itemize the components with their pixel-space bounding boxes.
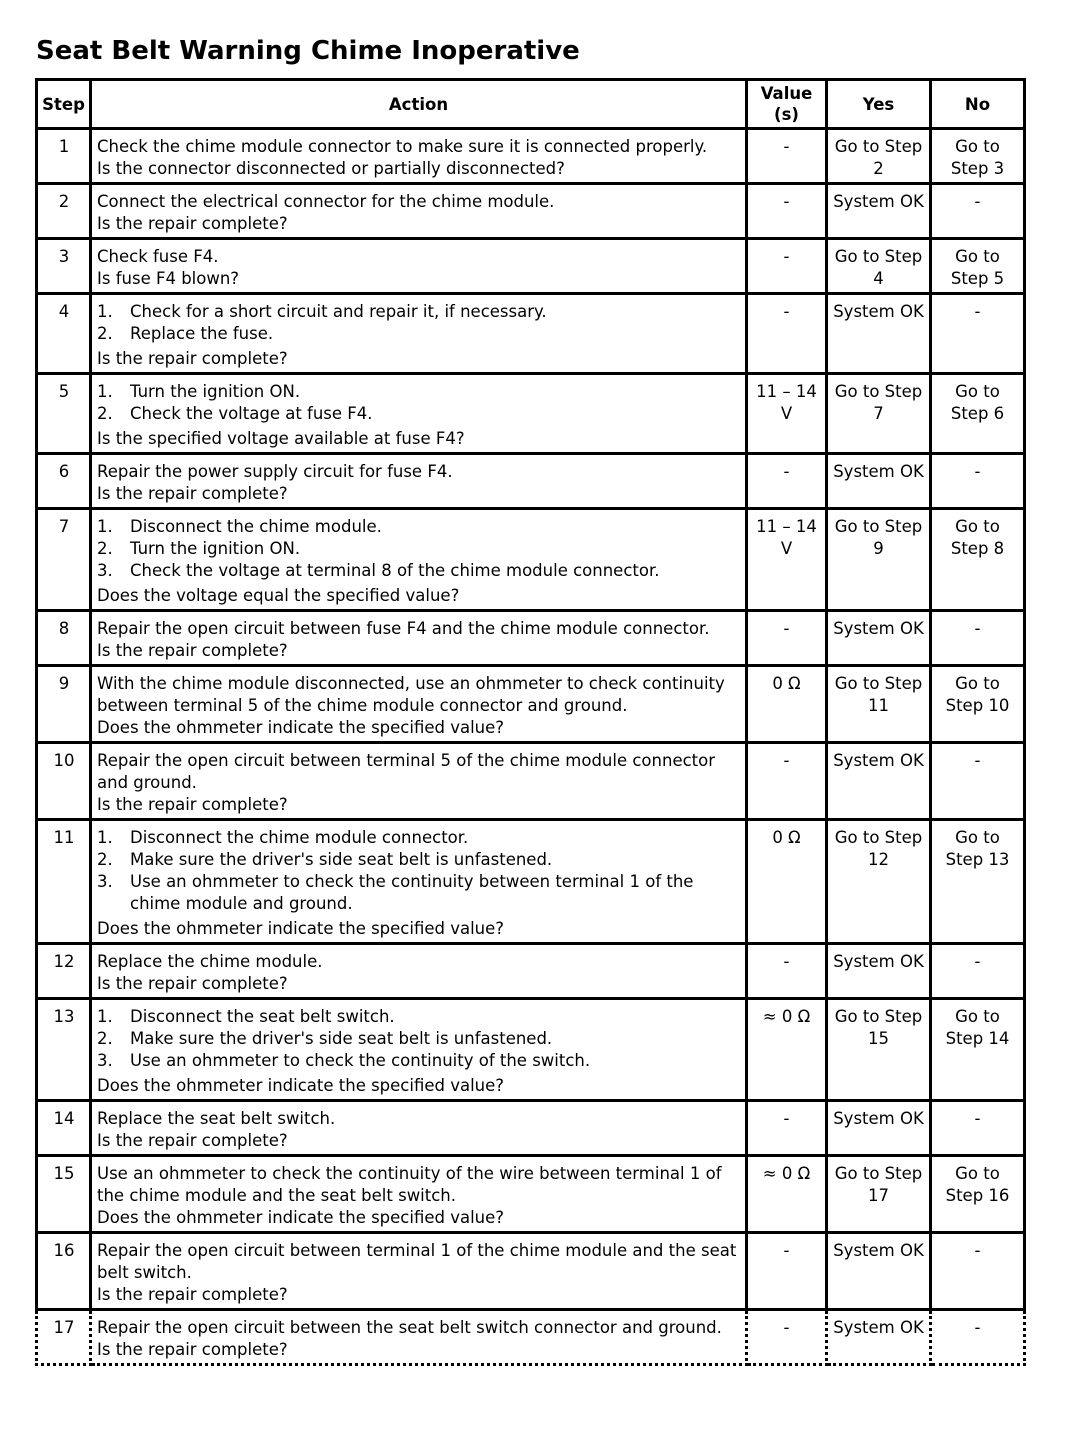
action-text: Repair the open circuit between terminal 5 of the chime module connector and ground. [97,751,716,792]
action-steps-list [97,301,741,345]
step-cell: 10 [37,743,91,820]
action-step [97,538,741,560]
action-step-number: 1. [97,828,113,847]
header-row [37,80,1025,129]
action-cell [91,1310,747,1365]
action-question: Is the repair complete? [97,1340,288,1359]
table-row [37,743,1025,820]
action-step [97,1006,741,1028]
action-question: Is the repair complete? [97,641,288,660]
action-question: Is the repair complete? [97,484,288,503]
no-cell: - [931,294,1025,374]
no-cell: Go to Step 13 [931,820,1025,944]
table-row [37,374,1025,454]
action-cell [91,944,747,999]
action-question: Is the repair complete? [97,214,288,233]
header-yes: Yes [827,80,931,129]
value-cell: - [747,743,827,820]
yes-cell: System OK [827,1233,931,1310]
action-step-text: Disconnect the seat belt switch. [130,1007,395,1026]
action-cell [91,239,747,294]
diagnostic-table [35,78,1026,1366]
action-step-text: Turn the ignition ON. [130,382,301,401]
action-cell [91,454,747,509]
table-row [37,1156,1025,1233]
action-question: Is the connector disconnected or partially disconnected? [97,159,565,178]
action-text: Repair the open circuit between the seat belt switch connector and ground. [97,1318,722,1337]
yes-cell: Go to Step 4 [827,239,931,294]
action-step-text: Use an ohmmeter to check the continuity between terminal 1 of the chime module and ground. [130,872,694,913]
action-step-number: 2. [97,404,113,423]
action-cell [91,1233,747,1310]
no-cell: - [931,944,1025,999]
yes-cell: Go to Step 17 [827,1156,931,1233]
action-step [97,403,741,425]
no-cell: Go to Step 14 [931,999,1025,1101]
action-steps-list [97,381,741,425]
action-step-number: 1. [97,382,113,401]
action-question: Does the ohmmeter indicate the specified value? [97,718,505,737]
value-cell: - [747,611,827,666]
value-cell: - [747,1101,827,1156]
step-cell: 14 [37,1101,91,1156]
step-cell: 12 [37,944,91,999]
no-cell: - [931,611,1025,666]
action-steps-list [97,827,741,915]
yes-cell: System OK [827,294,931,374]
no-cell: Go to Step 8 [931,509,1025,611]
table-row [37,184,1025,239]
step-cell: 3 [37,239,91,294]
action-cell [91,129,747,184]
action-step-number: 2. [97,850,113,869]
action-step-text: Disconnect the chime module connector. [130,828,469,847]
action-question: Does the voltage equal the specified value? [97,586,460,605]
value-cell: ≈ 0 Ω [747,1156,827,1233]
value-cell: 0 Ω [747,666,827,743]
action-question: Does the ohmmeter indicate the specified value? [97,919,505,938]
page-title: Seat Belt Warning Chime Inoperative [36,36,580,66]
action-cell [91,184,747,239]
action-cell [91,1156,747,1233]
table-row [37,1233,1025,1310]
no-cell: - [931,743,1025,820]
yes-cell: Go to Step 7 [827,374,931,454]
action-step-number: 3. [97,872,113,891]
action-question: Is the specified voltage available at fuse F4? [97,429,465,448]
step-cell: 9 [37,666,91,743]
no-cell: Go to Step 16 [931,1156,1025,1233]
action-steps-list [97,1006,741,1072]
step-cell: 6 [37,454,91,509]
action-step-text: Use an ohmmeter to check the continuity of the switch. [130,1051,591,1070]
action-question: Does the ohmmeter indicate the specified value? [97,1076,505,1095]
table-row [37,1101,1025,1156]
value-cell: - [747,294,827,374]
action-cell [91,999,747,1101]
action-cell [91,294,747,374]
step-cell: 16 [37,1233,91,1310]
step-cell: 7 [37,509,91,611]
action-step-text: Check for a short circuit and repair it, if necessary. [130,302,547,321]
header-value: Value (s) [747,80,827,129]
no-cell: Go to Step 3 [931,129,1025,184]
value-cell: - [747,239,827,294]
yes-cell: Go to Step 12 [827,820,931,944]
action-text: With the chime module disconnected, use an ohmmeter to check continuity between terminal 5 of the chime module connector and ground. [97,674,725,715]
action-step [97,301,741,323]
value-cell: 0 Ω [747,820,827,944]
no-cell: - [931,1101,1025,1156]
action-step [97,1050,741,1072]
action-step-text: Check the voltage at terminal 8 of the chime module connector. [130,561,660,580]
action-text: Repair the power supply circuit for fuse F4. [97,462,453,481]
action-question: Is the repair complete? [97,1131,288,1150]
no-cell: - [931,1310,1025,1365]
yes-cell: Go to Step 15 [827,999,931,1101]
action-cell [91,374,747,454]
action-text: Repair the open circuit between terminal 1 of the chime module and the seat belt switch. [97,1241,737,1282]
step-cell: 1 [37,129,91,184]
action-step [97,871,741,915]
action-step [97,827,741,849]
action-cell [91,611,747,666]
action-text: Check fuse F4. [97,247,219,266]
value-cell: - [747,1233,827,1310]
table-row [37,944,1025,999]
table-row [37,129,1025,184]
table-row [37,239,1025,294]
action-step-number: 3. [97,1051,113,1070]
action-question: Does the ohmmeter indicate the specified value? [97,1208,505,1227]
value-cell: - [747,129,827,184]
table-row [37,1310,1025,1365]
action-question: Is the repair complete? [97,795,288,814]
value-cell: - [747,1310,827,1365]
action-step-number: 2. [97,1029,113,1048]
yes-cell: System OK [827,743,931,820]
action-step [97,381,741,403]
yes-cell: System OK [827,611,931,666]
table-row [37,611,1025,666]
step-cell: 5 [37,374,91,454]
no-cell: Go to Step 5 [931,239,1025,294]
table-row [37,820,1025,944]
action-step-number: 3. [97,561,113,580]
value-cell: ≈ 0 Ω [747,999,827,1101]
step-cell: 17 [37,1310,91,1365]
step-cell: 11 [37,820,91,944]
action-question: Is the repair complete? [97,1285,288,1304]
action-text: Replace the chime module. [97,952,323,971]
no-cell: - [931,1233,1025,1310]
action-step-text: Disconnect the chime module. [130,517,382,536]
value-cell: - [747,184,827,239]
action-cell [91,743,747,820]
yes-cell: System OK [827,944,931,999]
action-step [97,1028,741,1050]
table-row [37,454,1025,509]
yes-cell: System OK [827,454,931,509]
action-question: Is fuse F4 blown? [97,269,240,288]
action-step-text: Replace the fuse. [130,324,274,343]
table-row [37,294,1025,374]
no-cell: - [931,454,1025,509]
step-cell: 15 [37,1156,91,1233]
step-cell: 13 [37,999,91,1101]
action-step [97,516,741,538]
action-question: Is the repair complete? [97,974,288,993]
action-cell [91,666,747,743]
action-step-text: Make sure the driver's side seat belt is unfastened. [130,850,553,869]
table-row [37,666,1025,743]
action-cell [91,1101,747,1156]
action-question: Is the repair complete? [97,349,288,368]
table-row [37,999,1025,1101]
no-cell: - [931,184,1025,239]
table-row [37,509,1025,611]
action-cell [91,509,747,611]
yes-cell: Go to Step 11 [827,666,931,743]
header-step: Step [37,80,91,129]
value-cell: - [747,454,827,509]
value-cell: 11 – 14 V [747,374,827,454]
action-step-text: Make sure the driver's side seat belt is unfastened. [130,1029,553,1048]
step-cell: 4 [37,294,91,374]
action-step-text: Turn the ignition ON. [130,539,301,558]
value-cell: 11 – 14 V [747,509,827,611]
no-cell: Go to Step 10 [931,666,1025,743]
step-cell: 8 [37,611,91,666]
value-cell: - [747,944,827,999]
action-text: Repair the open circuit between fuse F4 and the chime module connector. [97,619,710,638]
action-step [97,560,741,582]
action-step-number: 1. [97,302,113,321]
action-text: Connect the electrical connector for the chime module. [97,192,555,211]
action-step-number: 2. [97,324,113,343]
action-text: Replace the seat belt switch. [97,1109,336,1128]
action-step-number: 1. [97,1007,113,1026]
action-cell [91,820,747,944]
action-text: Use an ohmmeter to check the continuity of the wire between terminal 1 of the chime module and the seat belt switch. [97,1164,722,1205]
table-body [37,129,1025,1365]
no-cell: Go to Step 6 [931,374,1025,454]
yes-cell: System OK [827,1101,931,1156]
action-text: Check the chime module connector to make sure it is connected properly. [97,137,708,156]
header-action: Action [91,80,747,129]
step-cell: 2 [37,184,91,239]
action-step-number: 1. [97,517,113,536]
action-step [97,323,741,345]
action-steps-list [97,516,741,582]
header-no: No [931,80,1025,129]
yes-cell: Go to Step 9 [827,509,931,611]
yes-cell: System OK [827,184,931,239]
yes-cell: Go to Step 2 [827,129,931,184]
action-step-text: Check the voltage at fuse F4. [130,404,373,423]
action-step [97,849,741,871]
action-step-number: 2. [97,539,113,558]
yes-cell: System OK [827,1310,931,1365]
